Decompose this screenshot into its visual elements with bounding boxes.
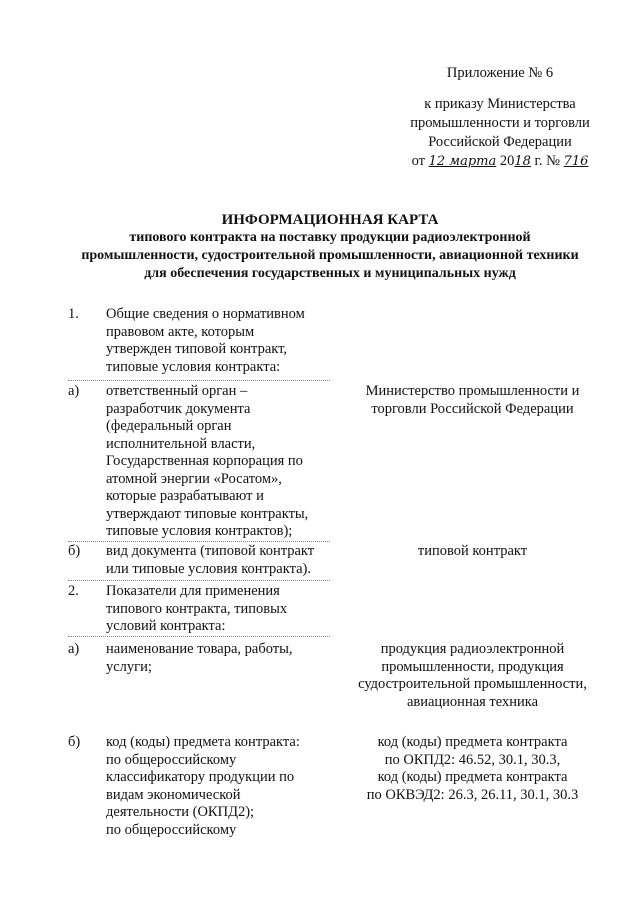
item-label — [106, 543, 336, 578]
heading-line-2: типового контракта на поставку продукции радиоэлектронной — [129, 230, 531, 245]
value-line: по ОКПД2: 46.52, 30.1, 30.3, — [384, 751, 561, 768]
label-line: исполнительной власти, — [106, 435, 256, 452]
label-line: которые разрабатывают и — [106, 488, 264, 504]
label-line: ответственный орган – — [106, 383, 248, 399]
value-line: код (коды) предмета контракта — [377, 769, 568, 785]
item-label — [106, 641, 324, 676]
heading-line-3: промышленности, судостроительной промышленности, авиационной техники — [81, 248, 579, 263]
appendix-block — [400, 64, 600, 171]
order-year-prefix: 20 — [499, 153, 515, 169]
document-heading — [50, 211, 610, 283]
label-line: утверждают типовые контракты, — [106, 505, 309, 522]
label-line: Показатели для применения — [106, 583, 280, 599]
value-line: код (коды) предмета контракта — [377, 734, 568, 750]
order-year-handwritten: 18 — [514, 154, 531, 169]
item-number: б) — [68, 543, 81, 559]
label-line: видам экономической — [106, 786, 241, 803]
label-line: деятельности (ОКПД2); — [106, 804, 255, 820]
item-value — [345, 641, 600, 711]
heading-title: ИНФОРМАЦИОННАЯ КАРТА — [221, 212, 439, 228]
label-line: разработчик документа — [106, 400, 251, 417]
item-number: а) — [68, 641, 80, 657]
value-line: авиационная техника — [406, 693, 539, 710]
item-number: а) — [68, 383, 80, 399]
value-line: продукция радиоэлектронной — [380, 641, 565, 657]
label-line: условий контракта: — [106, 618, 226, 634]
label-line: наименование товара, работы, — [106, 641, 293, 657]
order-number-handwritten: 716 — [563, 154, 589, 169]
label-line: (федеральный орган — [106, 418, 232, 434]
row-divider — [68, 580, 330, 581]
item-label — [106, 583, 324, 636]
item-label — [106, 383, 324, 541]
order-date-line — [400, 152, 600, 171]
value-line: Министерство промышленности и — [365, 383, 580, 399]
item-value — [345, 383, 600, 418]
value-line: по ОКВЭД2: 26.3, 26.11, 30.1, 30.3 — [366, 786, 579, 803]
label-line: Государственная корпорация по — [106, 453, 303, 469]
label-line: правовом акте, которым — [106, 323, 255, 340]
label-line: Общие сведения о нормативном — [106, 306, 305, 322]
label-line: вид документа (типовой контракт — [106, 543, 315, 559]
appendix-title: Приложение № 6 — [446, 65, 554, 81]
item-number: 1. — [68, 306, 79, 322]
label-line: по общероссийскому — [106, 821, 237, 838]
value-line: типовой контракт — [417, 543, 528, 559]
item-label — [106, 734, 324, 839]
label-line: типовые условия контрактов); — [106, 523, 293, 539]
value-line: судостроительной промышленности, — [358, 676, 587, 692]
heading-line-4: для обеспечения государственных и муниципальных нужд — [144, 266, 516, 281]
label-line: код (коды) предмета контракта: — [106, 734, 300, 750]
label-line: утвержден типовой контракт, — [106, 341, 287, 357]
label-line: классификатору продукции по — [106, 769, 295, 785]
item-number: б) — [68, 734, 81, 750]
row-divider — [68, 636, 330, 637]
appendix-line-2: промышленности и торговли — [410, 115, 590, 131]
item-label — [106, 306, 324, 376]
order-date-handwritten: 12 марта — [428, 154, 497, 169]
item-number: 2. — [68, 583, 79, 599]
label-line: или типовые условия контракта). — [106, 560, 311, 577]
item-value — [345, 543, 600, 561]
appendix-line-1: к приказу Министерства — [424, 96, 576, 112]
order-date-prefix: от — [411, 153, 425, 169]
item-value — [345, 734, 600, 804]
label-line: атомной энергии «Росатом», — [106, 470, 282, 487]
value-line: промышленности, продукция — [381, 658, 564, 675]
label-line: типовые условия контракта: — [106, 358, 281, 375]
label-line: услуги; — [106, 658, 152, 675]
value-line: торговли Российской Федерации — [371, 400, 574, 417]
appendix-line-3: Российской Федерации — [428, 134, 572, 150]
order-number-prefix: г. № — [534, 153, 560, 169]
row-divider — [68, 380, 330, 381]
row-divider — [68, 541, 330, 542]
label-line: по общероссийскому — [106, 751, 237, 768]
label-line: типового контракта, типовых — [106, 600, 288, 617]
